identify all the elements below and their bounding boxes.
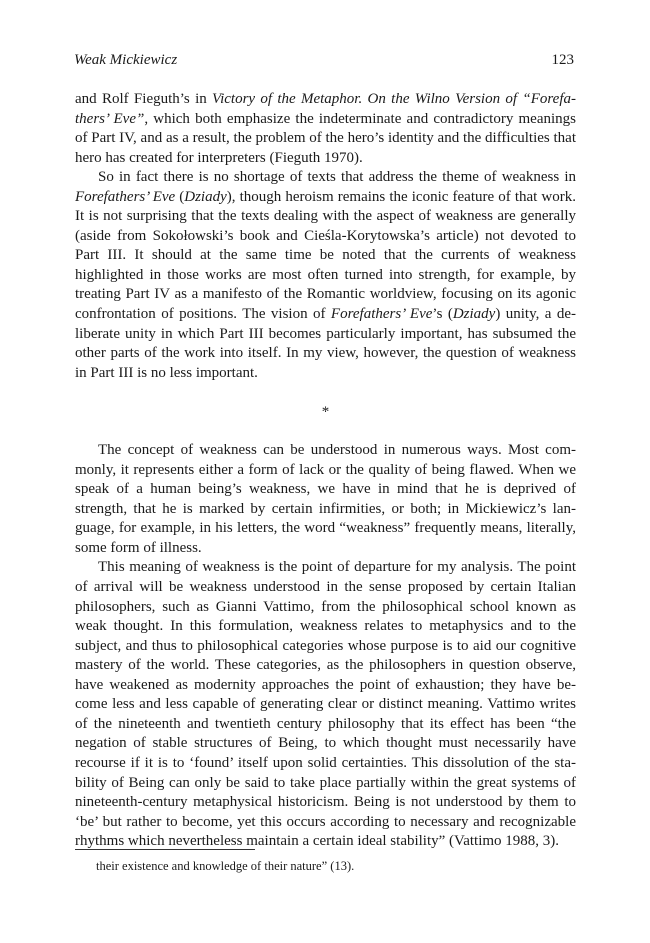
- text-run: (: [175, 188, 185, 205]
- text-run: The concept of weakness can be understood in numerous ways. Most commonly, it represents either a form of lack or the quality of being flawed. When we speak of a human being’s weakness, we have in mind that he is deprived of strength, that he is marked by certain infirmities, or both; in Mickiewicz’s language, for example, in his letters, the word “weakness” frequently means, literally, some form of illness.: [75, 442, 576, 556]
- body-text: [75, 90, 576, 852]
- text-run: This meaning of weakness is the point of departure for my analysis. The point of arrival will be weakness understood in the sense proposed by certain Italian philosophers, such as Gianni Vattimo, from the philosophical school known as weak thought. In this formulation, weakness relates to metaphysics and to the subject, and thus to philosophical categories whose purpose is to aid our cognitive mastery of the world. These categories, as the philosophers in question observe, have weakened as modernity approaches the point of exhaustion; they have become less and less capable of generating clear or distinct meaning. Vattimo writes of the nineteenth and twentieth century philosophy that its effect has been “the negation of stable structures of Being, to which thought must necessarily have recourse if it is to ‘found’ itself upon solid certainties. This dissolution of the stability of Being can only be said to take place partially within the great systems of nineteenth-century metaphysical historicism. Being is not understood by them to ‘be’ but rather to become, yet this occurs according to necessary and recognizable rhythms which nevertheless maintain a certain ideal stability” (Vattimo 1988, 3).: [75, 559, 576, 850]
- paragraph: [75, 558, 576, 851]
- text-run: ), though heroism remains the iconic feature of that work. It is not surprising that the texts dealing with the aspect of weakness are generally (aside from Sokołowski’s book and Cieśla-Korytowska’s article) not devoted to Part III. It should at the same time be noted that the currents of weakness highlighted in those works are most often turned into strength, for example, by treating Part IV as a manifesto of the Romantic worldview, focusing on its agonic confrontation of positions. The vision of: [75, 188, 576, 323]
- italic-text-run: Victory of the Metaphor. On the Wilno Version of “Forefathers’ Eve”: [75, 91, 576, 127]
- running-header: [74, 50, 574, 72]
- italic-text-run: Dziady: [184, 188, 227, 205]
- italic-text-run: Dziady: [452, 306, 496, 323]
- running-title: Weak Mickiewicz: [74, 52, 178, 68]
- text-run: , which both emphasize the indeterminate and contradictory meanings of Part IV, and as a result, the problem of the hero’s identity and the difficulties that hero has created for interpreters (Fieguth 1970).: [75, 110, 576, 166]
- page-number: 123: [551, 52, 574, 68]
- italic-text-run: Forefathers’ Eve: [75, 188, 176, 205]
- text-run: ) unity, a deliberate unity in which Part III becomes particularly important, has subsumed the other parts of the work into itself. In my view, however, the question of weakness in Part III is no less important.: [75, 306, 577, 381]
- text-run: So in fact there is no shortage of texts that address the theme of weakness in: [98, 169, 576, 186]
- section-break: *: [321, 404, 330, 421]
- paragraph: [75, 441, 576, 558]
- footnote: their existence and knowledge of their nature” (13).: [96, 859, 355, 873]
- text-run: and Rolf Fieguth’s in: [75, 91, 213, 107]
- footnote-divider: [75, 849, 255, 850]
- text-run: ’s (: [432, 306, 453, 323]
- paragraph: [75, 90, 576, 168]
- italic-text-run: Forefathers’ Eve: [330, 306, 433, 323]
- paragraph: [75, 168, 576, 383]
